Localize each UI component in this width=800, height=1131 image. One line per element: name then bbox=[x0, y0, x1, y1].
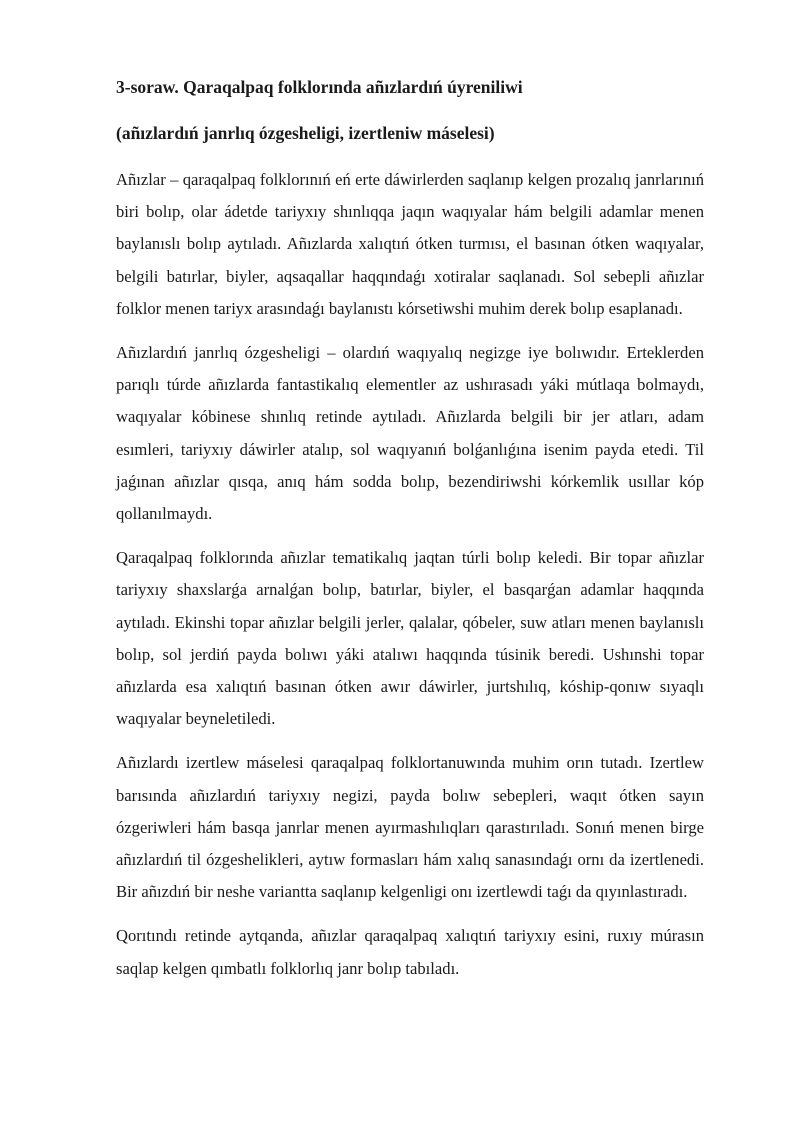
paragraph-1: Añızlar – qaraqalpaq folklorınıń eń erte dáwirlerden saqlanıp kelgen prozalıq janrlarınıń biri bolıp, olar ádetde tariyxıy shınlıqqa jaqın waqıyalar hám belgili adamlar menen baylanıslı bolıp aytıladı. Añızlarda xalıqtıń ótken turmısı, el basınan ótken waqıyalar, belgili batırlar, biyler, aqsaqallar haqqındaǵı xotiralar saqlanadı. Sol sebepli añızlar folklor menen tariyx arasındaǵı baylanıstı kórsetiwshi muhim derek bolıp esaplanadı. bbox=[116, 170, 704, 318]
paragraph-4: Añızlardı izertlew máselesi qaraqalpaq folklortanuwında muhim orın tutadı. Izertlew barısında añızlardıń tariyxıy negizi, payda bolıw sebepleri, waqıt ótken sayın ózgeriwleri hám basqa janrlar menen ayırmashılıqları qarastırıladı. Sonıń menen birge añızlardıń til ózgeshelikleri, aytıw formasları hám xalıq sanasındaǵı ornı da izertlenedi. Bir añızdıń bir neshe variantta saqlanıp kelgenligi onı izertlewdi taǵı da qıyınlastıradı. bbox=[116, 753, 704, 902]
document-subtitle: (añızlardıń janrlıq ózgesheligi, izertleniw máselesi) bbox=[116, 123, 495, 143]
document-page bbox=[116, 74, 704, 997]
paragraph-5: Qorıtındı retinde aytqanda, añızlar qaraqalpaq xalıqtıń tariyxıy esini, ruxıy múrasın saqlap kelgen qımbatlı folklorlıq janr bolıp tabıladı. bbox=[116, 926, 704, 978]
paragraph-2: Añızlardıń janrlıq ózgesheligi – olardıń waqıyalıq negizge iye bolıwıdır. Erteklerden parıqlı túrde añızlarda fantastikalıq elementler az ushırasadı yáki mútlaqa bolmaydı, waqıyalar kóbinese shınlıq retinde aytıladı. Añızlarda belgili bir jer atları, adam esımleri, tariyxıy dáwirler atalıp, sol waqıyanıń bolǵanlıǵına isenim payda etedi. Til jaǵınan añızlar qısqa, anıq hám sodda bolıp, bezendiriwshi kórkemlik usıllar kóp qollanılmaydı. bbox=[116, 343, 704, 524]
document-title: 3-soraw. Qaraqalpaq folklorında añızlardıń úyreniliwi bbox=[116, 77, 523, 97]
paragraph-3: Qaraqalpaq folklorında añızlar tematikalıq jaqtan túrli bolıp keledi. Bir topar añızlar tariyxıy shaxslarǵa arnalǵan bolıp, batırlar, biyler, el basqarǵan adamlar haqqında aytıladı. Ekinshi topar añızlar belgili jerler, qalalar, qóbeler, suw atları menen baylanıslı bolıp, sol jerdiń payda bolıwı yáki atalıwı haqqında túsinik beredi. Ushınshi topar añızlarda esa xalıqtıń basınan ótken awır dáwirler, jurtshılıq, kóship-qonıw sıyaqlı waqıyalar beyneletiledi. bbox=[116, 548, 704, 729]
